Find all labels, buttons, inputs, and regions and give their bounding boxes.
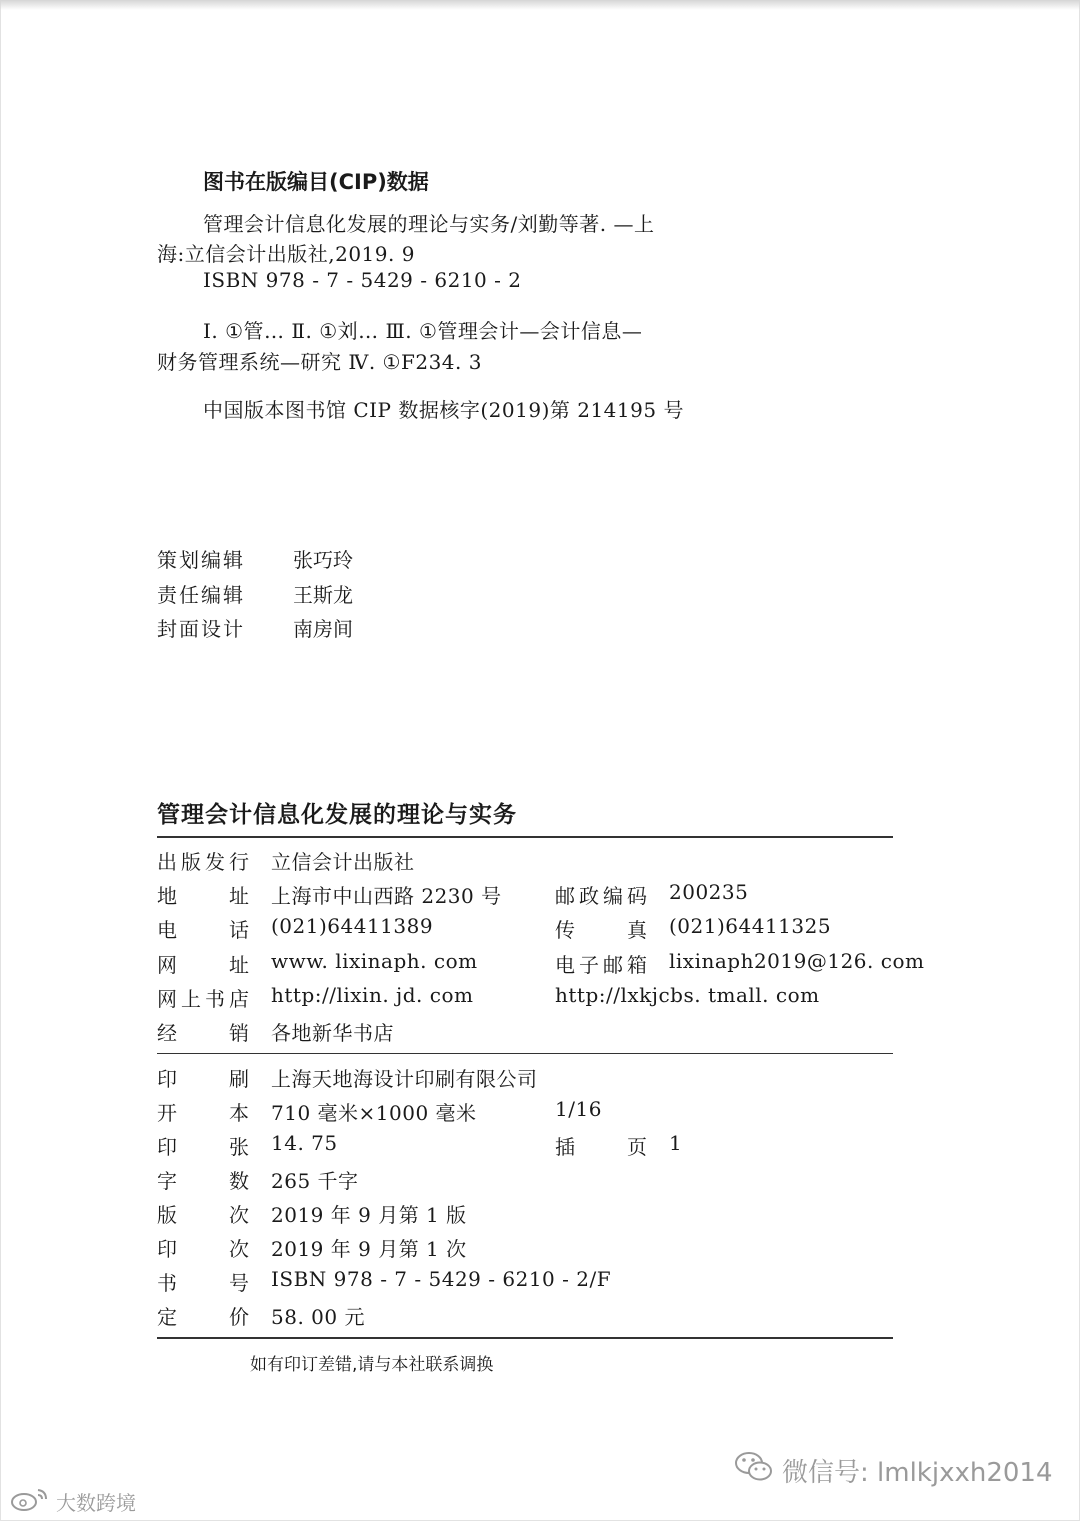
info-value-2: 1 [669,1131,683,1155]
info-key: 书 号 [157,1271,249,1295]
info-value: ISBN 978 - 7 - 5429 - 6210 - 2/F [271,1267,612,1291]
cip-line-4: Ⅰ. ①管… Ⅱ. ①刘… Ⅲ. ①管理会计—会计信息— [203,319,643,343]
info-key-2: 邮政编码 [555,884,647,908]
info-value-2: lixinaph2019@126. com [669,949,925,973]
wechat-watermark [734,1450,1053,1490]
info-row [157,1267,917,1301]
errata-note: 如有印订差错,请与本社联系调换 [250,1355,494,1375]
cip-line-6: 中国版本图书馆 CIP 数据核字(2019)第 214195 号 [203,398,684,422]
info-value: 立信会计出版社 [271,850,415,874]
info-value: www. lixinaph. com [271,949,478,973]
info-value: 上海天地海设计印刷有限公司 [271,1067,538,1091]
info-key: 出版发行 [157,850,249,874]
info-value: 上海市中山西路 2230 号 [271,884,502,908]
staff-row [157,579,353,608]
cip-line-5: 财务管理系统—研究 Ⅳ. ①F234. 3 [157,350,482,374]
divider [157,1337,893,1339]
cip-heading: 图书在版编目(CIP)数据 [203,170,429,194]
info-key: 字 数 [157,1169,249,1193]
cip-line-2: 海:立信会计出版社,2019. 9 [157,242,415,266]
info-key-2: 插 页 [555,1135,647,1159]
wechat-id-text: 微信号: lmlkjxxh2014 [782,1457,1053,1488]
info-value: 2019 年 9 月第 1 版 [271,1203,467,1227]
weibo-icon [10,1486,50,1517]
staff-value: 张巧玲 [293,548,353,572]
info-row [157,880,917,914]
staff-row [157,544,353,573]
info-key: 经 销 [157,1021,249,1045]
info-row [157,1165,917,1199]
divider [157,836,893,838]
staff-label: 责任编辑 [157,583,245,607]
staff-value: 南房间 [293,617,353,641]
info-value-2: http://lxkjcbs. tmall. com [555,983,820,1007]
info-row [157,1233,917,1267]
info-key: 印 刷 [157,1067,249,1091]
info-key-2: 传 真 [555,918,647,942]
info-key: 电 话 [157,918,249,942]
info-key-2: 电子邮箱 [555,953,647,977]
info-value: 710 毫米×1000 毫米 [271,1101,477,1125]
cip-line-1: 管理会计信息化发展的理论与实务/刘勤等著. —上 [203,212,655,236]
divider [157,1053,893,1054]
info-key: 版 次 [157,1203,249,1227]
info-key: 网 址 [157,953,249,977]
staff-value: 王斯龙 [293,583,353,607]
staff-label: 封面设计 [157,617,245,641]
info-key: 印 次 [157,1237,249,1261]
info-value: 2019 年 9 月第 1 次 [271,1237,467,1261]
info-value-2: 1/16 [555,1097,602,1121]
staff-row [157,613,353,642]
info-row [157,914,917,948]
info-row [157,1017,917,1051]
info-key: 开 本 [157,1101,249,1125]
info-value: 58. 00 元 [271,1305,365,1329]
info-value: 各地新华书店 [271,1021,394,1045]
info-row [157,1097,917,1131]
info-value: (021)64411389 [271,914,434,938]
info-value: 265 千字 [271,1169,359,1193]
info-row [157,846,917,880]
info-value-2: (021)64411325 [669,914,832,938]
info-key: 网上书店 [157,987,249,1011]
source-watermark-text: 大数跨境 [56,1490,136,1515]
info-value-2: 200235 [669,880,749,904]
info-row [157,1131,917,1165]
info-value: 14. 75 [271,1131,338,1155]
staff-label: 策划编辑 [157,548,245,572]
info-row [157,1301,917,1335]
wechat-icon [734,1450,774,1491]
info-value: http://lixin. jd. com [271,983,474,1007]
top-shadow [0,0,1080,10]
info-row [157,949,925,983]
info-row [157,1063,917,1097]
book-title: 管理会计信息化发展的理论与实务 [157,802,517,828]
info-key: 印 张 [157,1135,249,1159]
info-key: 定 价 [157,1305,249,1329]
info-key: 地 址 [157,884,249,908]
info-row [157,1199,917,1233]
info-row [157,983,917,1017]
source-watermark [10,1486,136,1516]
cip-line-3: ISBN 978 - 7 - 5429 - 6210 - 2 [203,268,522,292]
